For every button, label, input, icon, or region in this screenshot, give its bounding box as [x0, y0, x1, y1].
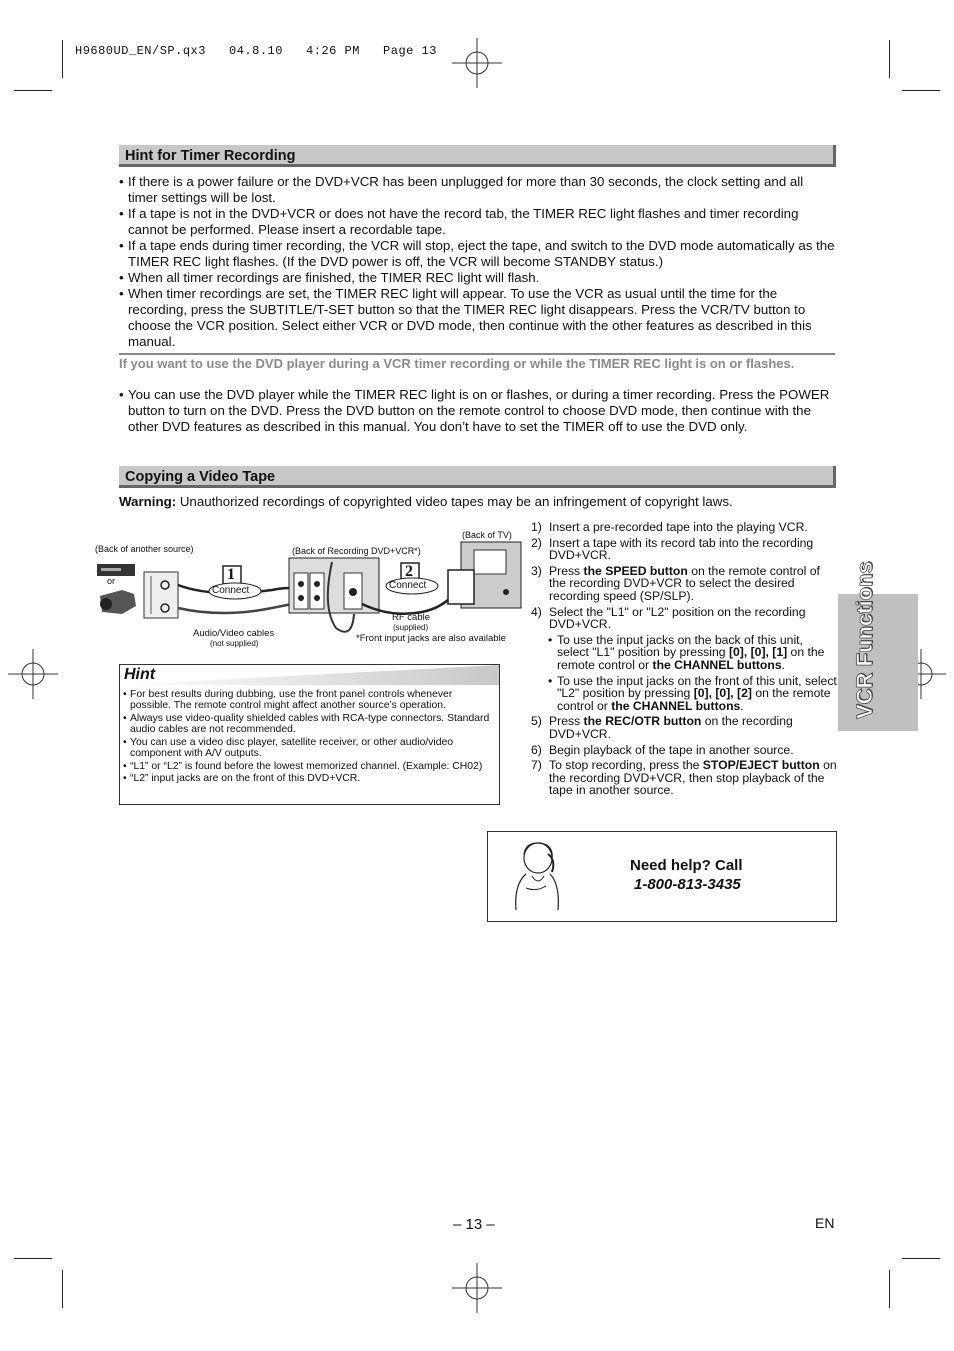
list-item: • “L2” input jacks are on the front of this DVD+VCR.: [123, 773, 495, 784]
label-back-another-source: (Back of another source): [95, 544, 194, 554]
list-item: • You can use a video disc player, satellite receiver, or other audio/video component with A/V outputs.: [123, 737, 495, 759]
step-item: [531, 715, 837, 740]
copying-steps: [531, 521, 837, 800]
list-item: • If there is a power failure or the DVD+VCR has been unplugged for more than 30 seconds, the clock setting and all timer settings will be lost.: [119, 174, 835, 206]
label-back-recording: (Back of Recording DVD+VCR*): [292, 546, 421, 556]
label-connect-2: Connect: [389, 580, 427, 591]
step-item: [531, 565, 837, 603]
step-number: 7): [531, 758, 542, 773]
step-text: on the recording DVD+VCR.: [549, 714, 793, 741]
registration-mark-icon: [452, 1263, 502, 1313]
label-rf-cable: RF cable: [392, 612, 431, 623]
phone-operator-icon: [512, 840, 562, 914]
crop-mark: [889, 40, 890, 78]
step-text: Press: [549, 563, 584, 578]
list-item: • If a tape ends during timer recording, the VCR will stop, eject the tape, and switch to the DVD mode automatically as the TIMER REC light flashes. (If the DVD power is off, the VCR will become STANDBY status.): [119, 238, 835, 270]
step-emphasis: the SPEED button: [583, 563, 688, 578]
step-number: 4): [531, 604, 542, 619]
section-header-timer-hint: [119, 145, 836, 167]
label-or: or: [107, 576, 116, 586]
list-item: • When all timer recordings are finished, the TIMER REC light will flash.: [119, 270, 835, 286]
crop-mark: [889, 1270, 890, 1308]
step-text: on the remote control or: [557, 645, 825, 672]
section-title: Copying a Video Tape: [125, 469, 276, 485]
step-text: .: [740, 698, 744, 713]
label-back-tv: (Back of TV): [462, 530, 512, 540]
side-tab-vcr-functions: [838, 561, 918, 731]
registration-mark-icon: [8, 649, 58, 699]
language-code: EN: [815, 1215, 835, 1231]
step-item: [531, 606, 837, 631]
step-emphasis: the REC/OTR button: [583, 714, 702, 729]
list-item: • For best results during dubbing, use the front panel controls whenever possible. The remote control might affect another source’s operation.: [123, 689, 495, 711]
list-item: • You can use the DVD player while the TIMER REC light is on or flashes, or during a timer recording. Press the POWER button to turn on the DVD. Press the DVD button on the remote control to choose DVD mode, then continue with the other DVD features as described in this manual. You don’t have to set the TIMER off to use the DVD only.: [119, 387, 835, 435]
step-number: 1): [531, 520, 542, 534]
step-sub-item: [531, 675, 837, 713]
step-text: Press: [549, 714, 584, 729]
step-1-mark: 1: [227, 566, 235, 583]
crop-mark: [902, 1258, 940, 1259]
crop-mark: [62, 1270, 63, 1308]
crop-mark: [14, 1258, 52, 1259]
crop-mark: [14, 90, 52, 91]
step-text: Begin playback of the tape in another source.: [549, 742, 794, 757]
step-number: 6): [531, 742, 542, 757]
dvd-during-timer-list: [119, 387, 835, 435]
step-item: [531, 521, 837, 534]
step-text: .: [781, 657, 785, 672]
step-number: 2): [531, 535, 542, 550]
step-item: [531, 537, 837, 562]
step-text: on the remote control or: [557, 686, 831, 713]
step-emphasis: STOP/EJECT button: [702, 758, 820, 773]
list-item: • Always use video-quality shielded cables with RCA-type connectors. Standard audio cables are not recommended.: [123, 713, 495, 735]
section-header-copying: [119, 466, 836, 488]
connection-diagram: [92, 528, 524, 656]
step-text: To stop recording, press the: [549, 758, 703, 773]
crop-mark: [62, 40, 63, 78]
warning-label: Warning:: [119, 494, 177, 509]
step-emphasis: the CHANNEL buttons: [611, 698, 741, 713]
label-connect-1: Connect: [212, 585, 250, 596]
registration-mark-icon: [452, 38, 502, 88]
help-line: Need help? Call: [630, 857, 743, 874]
step-text: on the recording DVD+VCR, then stop playback of the tape in another source.: [549, 758, 837, 798]
step-emphasis: [0], [0], [2]: [693, 686, 752, 701]
label-av-cables: Audio/Video cables: [193, 628, 275, 639]
step-text: on the remote control of the recording DVD+VCR to select the desired recording speed (SP/SLP).: [549, 563, 820, 603]
step-number: 5): [531, 714, 542, 729]
step-item: [531, 744, 837, 757]
warning-text: Unauthorized recordings of copyrighted video tapes may be an infringement of copyright laws.: [176, 494, 733, 509]
hint-box: [119, 664, 500, 805]
step-text: Select the "L1" or "L2" position on the recording DVD+VCR.: [549, 604, 806, 632]
file-slug: H9680UD_EN/SP.qx3 04.8.10 4:26 PM Page 13: [75, 44, 437, 58]
list-item: • When timer recordings are set, the TIMER REC light will appear. To use the VCR as usual until the time for the recording, press the SUBTITLE/T-SET button so that the TIMER REC light disappears. Press the VCR/TV button to choose the VCR position. Select either VCR or DVD mode, then continue with the other features as described in this manual.: [119, 286, 835, 350]
hint-list: [123, 689, 495, 786]
list-item: • “L1” or “L2” is found before the lowest memorized channel. (Example: CH02): [123, 761, 495, 772]
list-item: • If a tape is not in the DVD+VCR or does not have the record tab, the TIMER REC light flashes and timer recording cannot be performed. Please insert a recordable tape.: [119, 206, 835, 238]
side-tab-label: VCR Functions: [852, 561, 877, 719]
step-item: [531, 759, 837, 797]
step-text: Insert a pre-recorded tape into the playing VCR.: [549, 520, 808, 534]
hint-title: Hint: [124, 666, 156, 683]
copyright-warning: [119, 494, 733, 509]
label-front-jacks-note: *Front input jacks are also available: [356, 633, 506, 644]
step-sub-item: [531, 634, 837, 672]
dvd-during-timer-heading: If you want to use the DVD player during a VCR timer recording or while the TIMER REC light is on or flashes.: [119, 353, 835, 372]
crop-mark: [902, 90, 940, 91]
step-text: To use the input jacks on the front of this unit, select "L2" position by pressing: [557, 673, 837, 701]
step-2-mark: 2: [405, 563, 413, 580]
help-box: [487, 831, 837, 922]
step-text: Insert a tape with its record tab into the recording DVD+VCR.: [549, 535, 814, 563]
step-number: 3): [531, 563, 542, 578]
label-not-supplied: (not supplied): [210, 639, 259, 648]
timer-hint-list: [119, 174, 835, 350]
help-phone-number: 1-800-813-3435: [634, 876, 741, 893]
step-emphasis: the CHANNEL buttons: [652, 657, 782, 672]
label-supplied: (supplied): [393, 623, 429, 632]
step-emphasis: [0], [0], [1]: [728, 645, 788, 660]
section-title: Hint for Timer Recording: [125, 148, 296, 164]
step-text: To use the input jacks on the back of this unit, select "L1" position by pressing: [557, 632, 803, 660]
page-number: – 13 –: [453, 1216, 495, 1233]
